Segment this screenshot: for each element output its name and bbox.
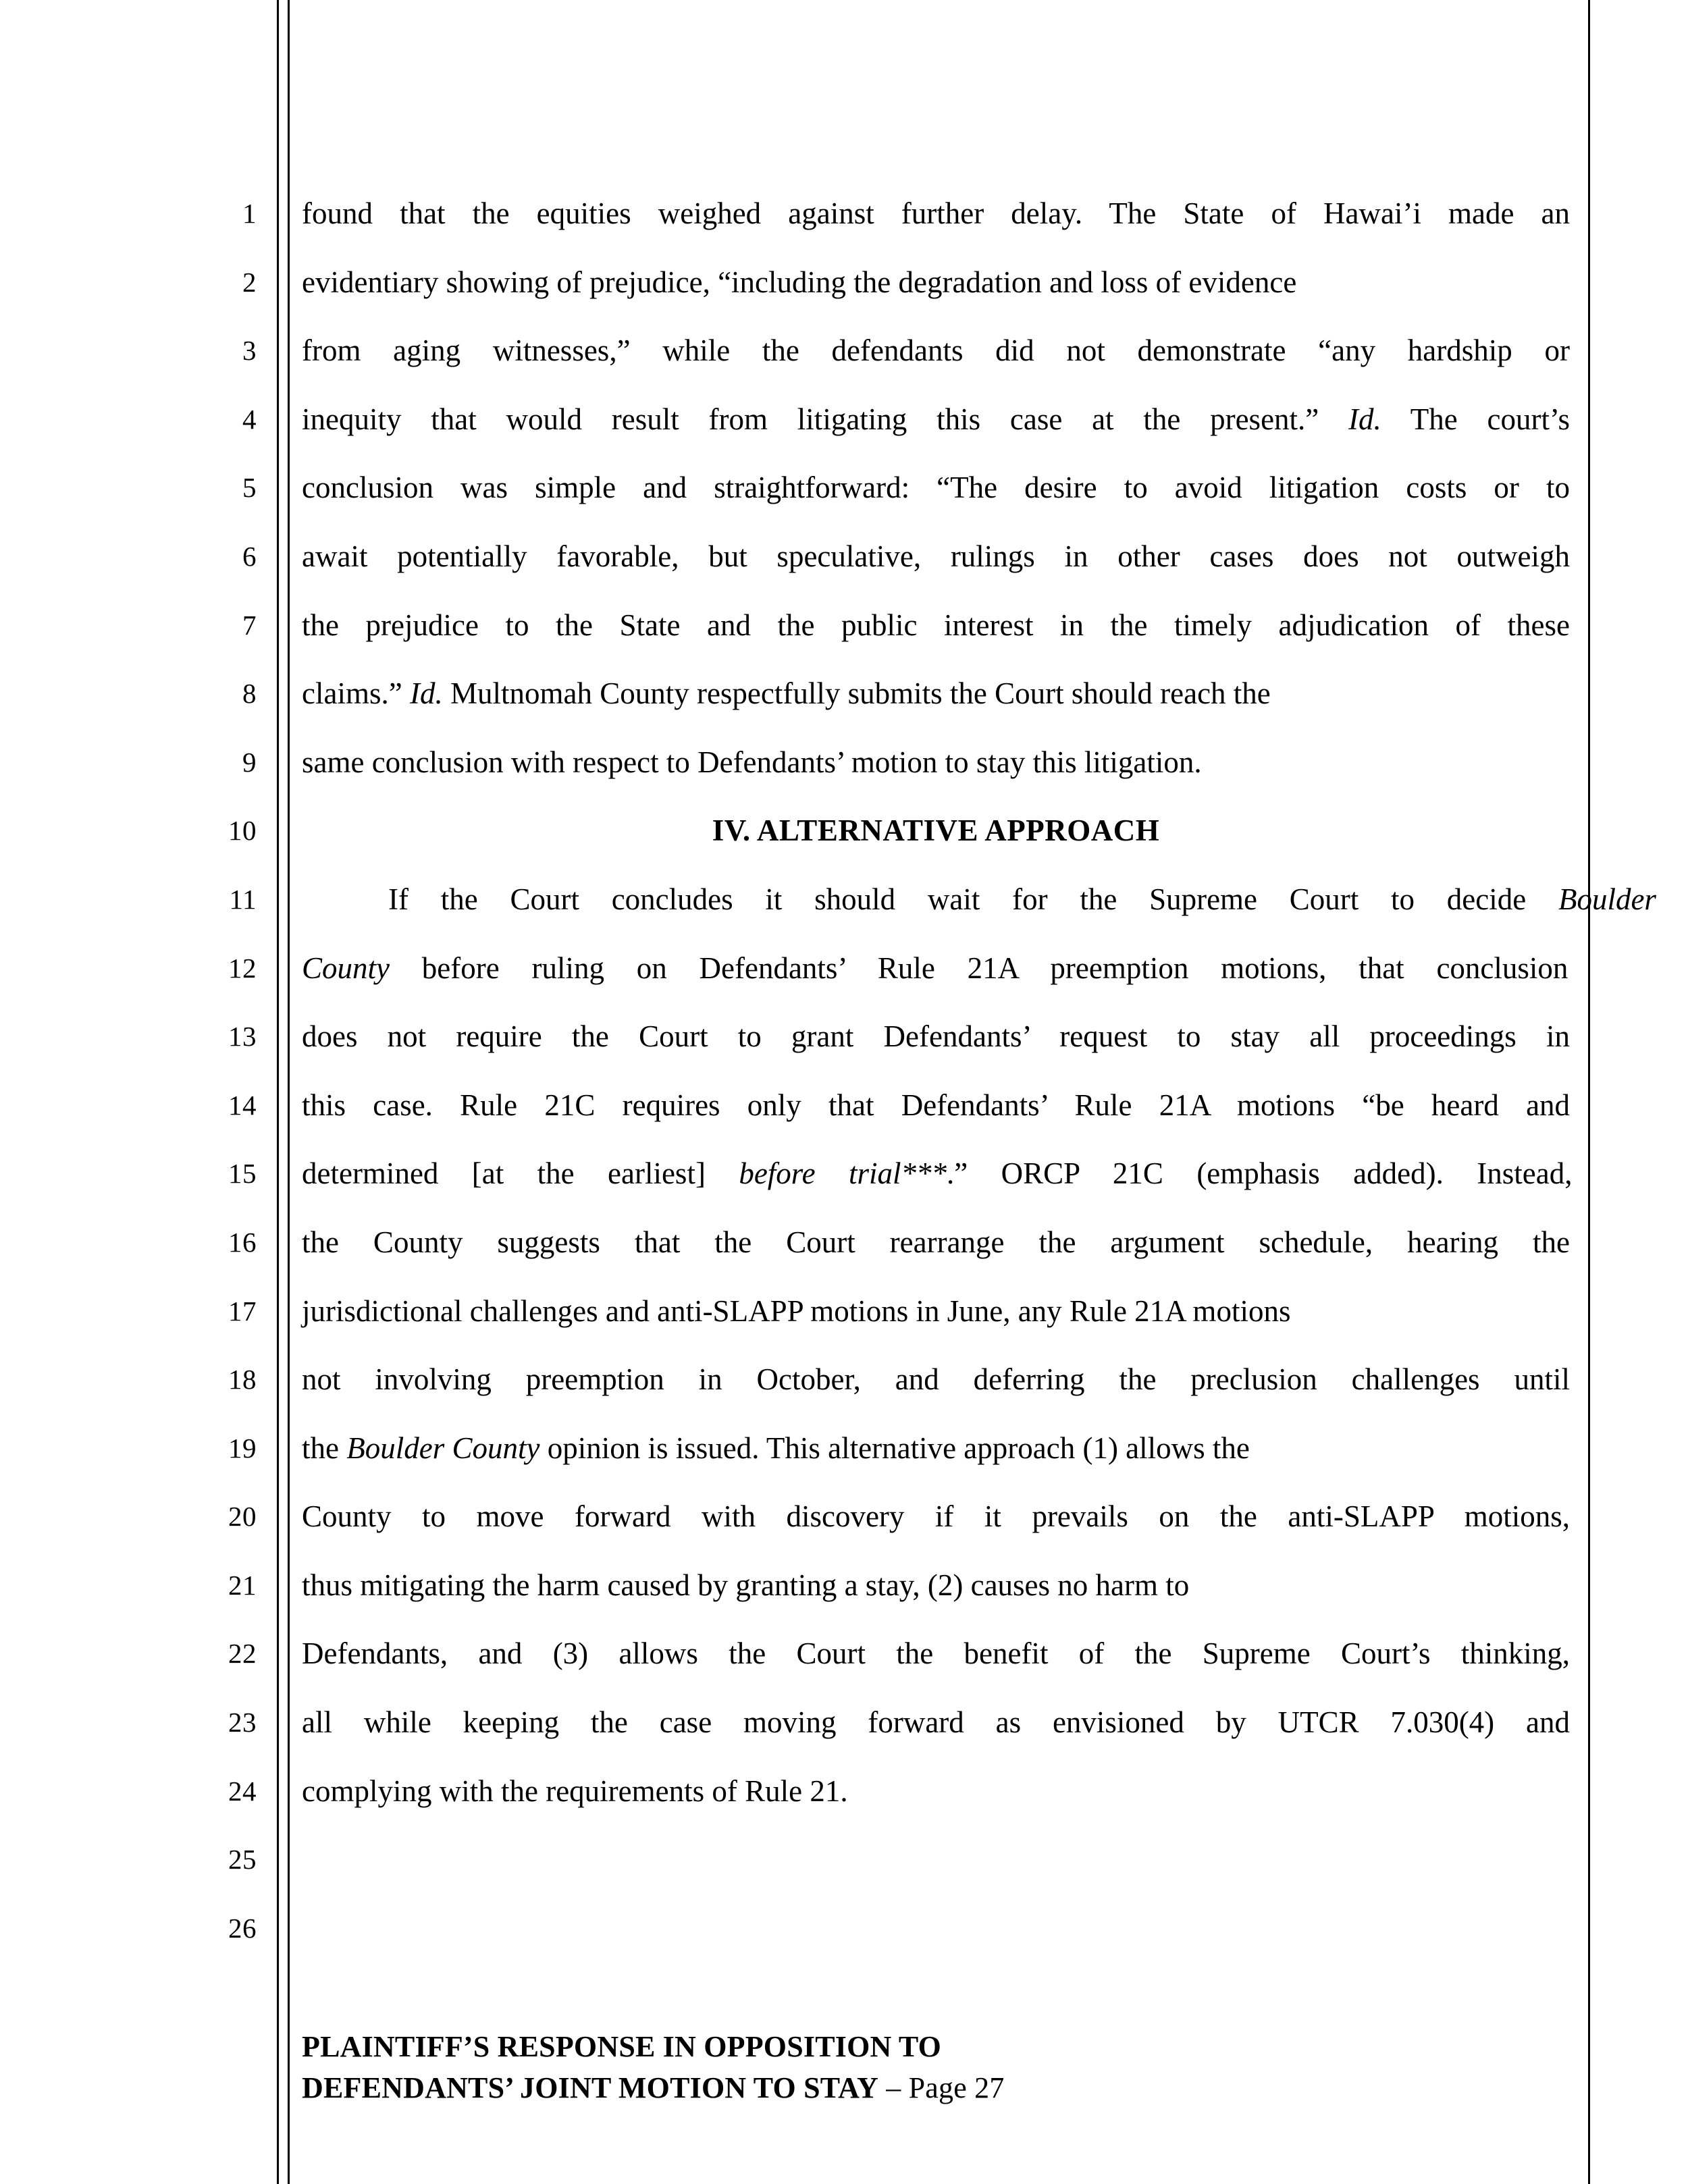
line-number: 14 xyxy=(228,1089,257,1121)
footer-line-1: PLAINTIFF’S RESPONSE IN OPPOSITION TO xyxy=(302,2030,942,2063)
line-number: 7 xyxy=(242,609,257,641)
line-number: 9 xyxy=(242,746,257,778)
line-number: 24 xyxy=(228,1775,257,1807)
page-footer xyxy=(302,2026,1585,2108)
body-text: not involving preemption in October, and deferring the preclusion challenges until xyxy=(302,1362,1570,1397)
line-number: 5 xyxy=(242,472,257,504)
body-text: found that the equities weighed against further delay. The State of Hawai’i made an xyxy=(302,196,1571,230)
line-number: 3 xyxy=(242,335,257,367)
body-text: await potentially favorable, but speculative, rulings in other cases does not outweigh xyxy=(302,539,1571,573)
body-line-empty xyxy=(302,1826,1570,1894)
citation-id: Id. xyxy=(1348,402,1381,436)
body-line xyxy=(302,1688,1570,1757)
line-number: 12 xyxy=(228,952,257,984)
body-line xyxy=(302,385,1570,454)
body-text: complying with the requirements of Rule 21. xyxy=(302,1774,848,1808)
body-line xyxy=(302,865,1656,934)
line-number: 2 xyxy=(242,266,257,298)
line-number: 10 xyxy=(228,815,257,847)
body-line xyxy=(302,591,1570,660)
footer-line-2 xyxy=(302,2067,1585,2108)
line-number: 11 xyxy=(229,883,257,915)
line-number: 15 xyxy=(228,1158,257,1190)
line-number: 13 xyxy=(228,1021,257,1053)
body-line xyxy=(302,180,1570,248)
body-line xyxy=(302,660,1570,728)
line-number: 20 xyxy=(228,1501,257,1533)
line-number: 4 xyxy=(242,403,257,435)
body-text: conclusion was simple and straightforward: “The desire to avoid litigation costs or to xyxy=(302,471,1570,505)
line-number-gutter xyxy=(162,180,257,1963)
line-number: 19 xyxy=(228,1432,257,1464)
line-number: 25 xyxy=(228,1844,257,1875)
body-line-empty xyxy=(302,1894,1570,1963)
body-line xyxy=(302,1140,1573,1208)
case-name-italic: Boulder xyxy=(1558,882,1656,916)
body-line xyxy=(302,1071,1570,1140)
line-number: 21 xyxy=(228,1569,257,1601)
section-heading-text: IV. ALTERNATIVE APPROACH xyxy=(712,814,1160,848)
body-line xyxy=(302,1346,1570,1414)
body-text: The court’s xyxy=(1381,402,1570,436)
body-text: the County suggests that the Court rearrange the argument schedule, hearing the xyxy=(302,1225,1570,1259)
section-heading xyxy=(302,797,1570,865)
document-body xyxy=(302,180,1656,1963)
emphasis-italic: before trial*** xyxy=(739,1156,947,1191)
line-number: 18 xyxy=(228,1364,257,1395)
body-text: thus mitigating the harm caused by granting a stay, (2) causes no harm to xyxy=(302,1568,1190,1602)
body-line xyxy=(302,728,1570,797)
body-text: Multnomah County respectfully submits the Court should reach the xyxy=(442,676,1271,711)
body-line xyxy=(302,934,1570,1003)
line-number: 26 xyxy=(228,1912,257,1944)
footer-page-label: – Page 27 xyxy=(878,2071,1005,2104)
body-text: opinion is issued. This alternative approach (1) allows the xyxy=(539,1431,1250,1465)
body-text: before ruling on Defendants’ Rule 21A preemption motions, that conclusion xyxy=(390,951,1568,985)
body-text: inequity that would result from litigating this case at the present.” xyxy=(302,402,1349,436)
citation-id: Id. xyxy=(409,676,443,711)
body-text: this case. Rule 21C requires only that Defendants’ Rule 21A motions “be heard and xyxy=(302,1088,1571,1122)
body-text: evidentiary showing of prejudice, “including the degradation and loss of evidence xyxy=(302,265,1297,299)
body-line xyxy=(302,454,1570,523)
body-text: from aging witnesses,” while the defendants did not demonstrate “any hardship or xyxy=(302,334,1570,368)
body-text: claims.” xyxy=(302,676,410,711)
line-number: 1 xyxy=(242,198,257,229)
body-text: .” ORCP 21C (emphasis added). Instead, xyxy=(947,1156,1573,1191)
line-number: 22 xyxy=(228,1638,257,1670)
body-line xyxy=(302,248,1570,317)
body-line xyxy=(302,1414,1570,1483)
body-text: County to move forward with discovery if it prevails on the anti-SLAPP motions, xyxy=(302,1499,1571,1534)
case-name-italic: County xyxy=(302,951,390,985)
body-text: If the Court concludes it should wait for the Supreme Court to decide xyxy=(388,882,1558,916)
body-line xyxy=(302,317,1570,385)
body-text: jurisdictional challenges and anti-SLAPP motions in June, any Rule 21A motions xyxy=(302,1294,1291,1328)
body-line xyxy=(302,523,1570,591)
pleading-rule-left-inner xyxy=(288,0,290,2184)
body-line xyxy=(302,1620,1570,1688)
line-number: 16 xyxy=(228,1226,257,1258)
body-line xyxy=(302,1208,1570,1277)
footer-title: DEFENDANTS’ JOINT MOTION TO STAY xyxy=(302,2071,879,2104)
body-text: the prejudice to the State and the public interest in the timely adjudication of these xyxy=(302,608,1570,642)
body-line xyxy=(302,1277,1570,1346)
line-number: 17 xyxy=(228,1295,257,1327)
body-line xyxy=(302,1003,1570,1071)
pleading-rule-right xyxy=(1588,0,1590,2184)
line-number: 8 xyxy=(242,678,257,710)
body-text: Defendants, and (3) allows the Court the benefit of the Supreme Court’s thinking, xyxy=(302,1636,1571,1671)
line-number: 23 xyxy=(228,1707,257,1738)
body-text: all while keeping the case moving forward as envisioned by UTCR 7.030(4) and xyxy=(302,1705,1570,1740)
case-name-italic: Boulder County xyxy=(346,1431,540,1465)
body-text: determined [at the earliest] xyxy=(302,1156,739,1191)
body-line xyxy=(302,1483,1570,1551)
body-text: does not require the Court to grant Defendants’ request to stay all proceedings in xyxy=(302,1019,1570,1054)
pleading-rule-left-outer xyxy=(277,0,279,2184)
body-line xyxy=(302,1757,1570,1826)
body-text: same conclusion with respect to Defendants’ motion to stay this litigation. xyxy=(302,745,1202,779)
body-line xyxy=(302,1551,1570,1620)
body-text: the xyxy=(302,1431,347,1465)
line-number: 6 xyxy=(242,540,257,572)
